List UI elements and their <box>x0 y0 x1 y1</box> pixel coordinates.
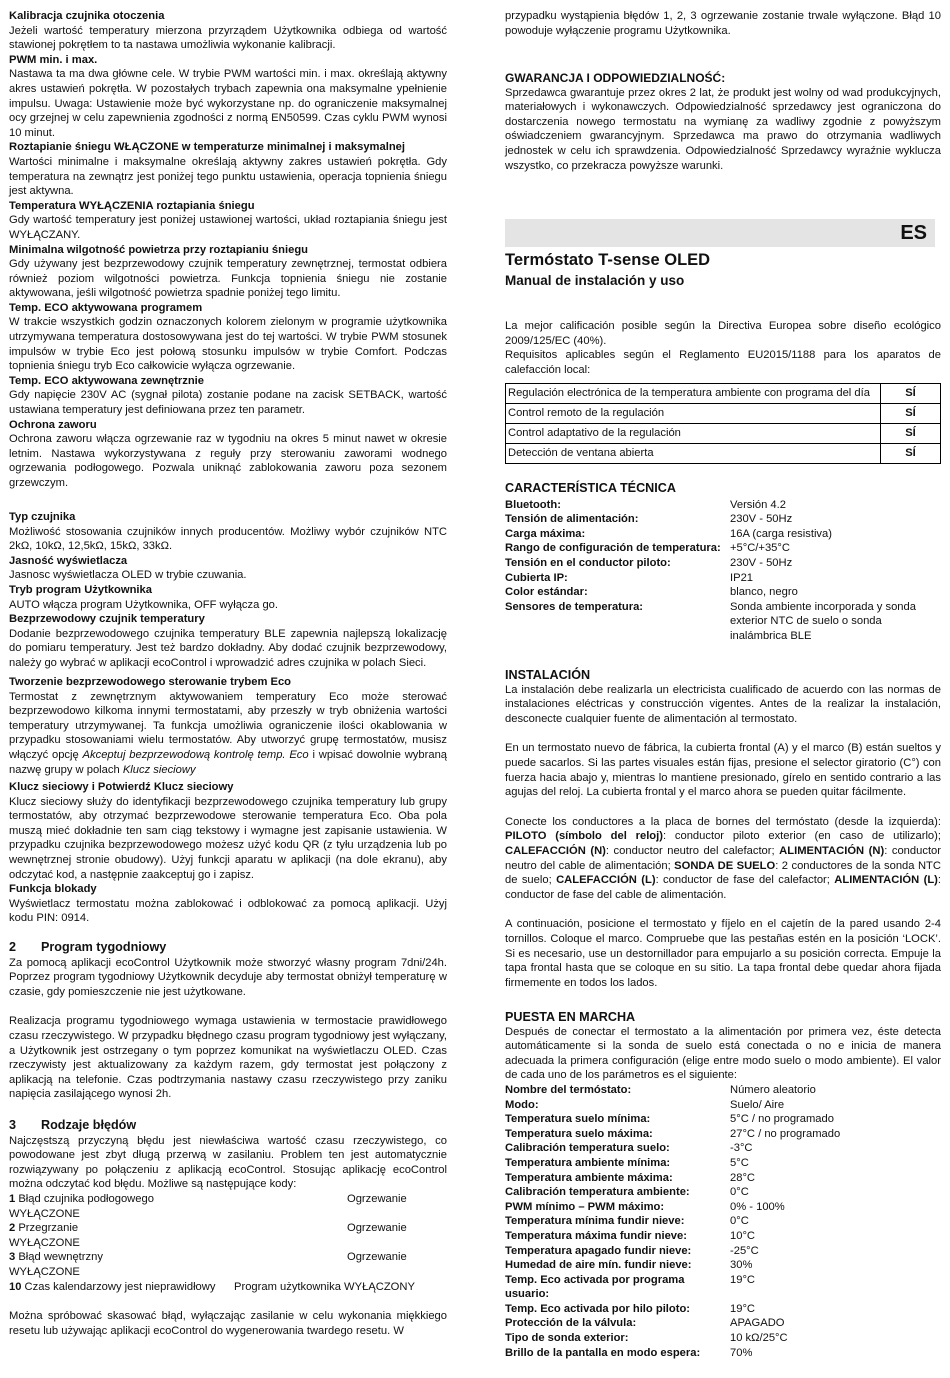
parameter-row: Protección de la válvula: APAGADO <box>505 1317 785 1330</box>
error-row: 1 Błąd czujnika podłogowego Ogrzewanie <box>9 1192 407 1205</box>
section-errors <box>9 1118 447 1338</box>
requirement-value: SÍ <box>881 404 941 424</box>
tech-row: Sensores de temperatura: Sonda ambiente incorporada y sonda exterior NTC de suelo o sonda inalámbrica BLE <box>505 600 916 642</box>
weekly-paragraph-2: Realizacja programu tygodniowego wymaga ustawienia w termostacie prawidłowego czasu rzeczywistego. W przypadku błędnego czasu program tygodniowy jest wyłączany, a Użytkownik jest ostrzegany o tym poprzez komunikat na wyświetlaczu OLED. Czas rzeczywisty jest aktualizowany za każdym razem, gdy termostat jest połączony z aplikacją na telefonie. Czas podtrzymania nastawy czasu rzeczywistego przy zaniku napięcia zasilającego wynosi 2h. <box>9 1015 447 1101</box>
setting-text: Wartości minimalne i maksymalne określają aktywny zakres ustawień pokrętła. Gdy temperatura na zewnątrz jest poniżej tego punktu ustawienia, operacja topnienia śniegu jest aktywna. <box>9 155 447 198</box>
setting-heading: Temp. ECO aktywowana programem <box>9 301 203 314</box>
manual-title: Termóstato T-sense OLED <box>505 251 711 269</box>
tech-row: Rango de configuración de temperatura: +5°C/+35°C <box>505 542 790 555</box>
setting-heading: Typ czujnika <box>9 511 76 523</box>
error-row: 3 Błąd wewnętrzny Ogrzewanie <box>9 1251 407 1264</box>
tech-row: Cubierta IP: IP21 <box>505 571 754 584</box>
setting-heading: Tryb program Użytkownika <box>9 583 152 596</box>
warranty-text: Sprzedawca gwarantuje przez okres 2 lat, że produkt jest wolny od wad produkcyjnych, materiałowych i wykonawczych. Odpowiedzialność sprzedawcy jest ograniczona do dostarczenia nowego termostatu na wymianę za wadliwy zgodnie z powyższym oświadczeniem gwarancyjnym. Sprzedawca ma prawo do otrzymania wadliwych jednostek w celu ich sprawdzenia. Odpowiedzialność Sprzedawcy wyraźnie wyklucza wszystko, co przekracza powyższe warunki. <box>505 86 941 172</box>
setting-heading: Roztapianie śniegu WŁĄCZONE w temperaturze minimalnej i maksymalnej <box>9 141 406 154</box>
error-list <box>9 1192 447 1280</box>
setting-text: Jasnosc wyświetlacza OLED w trybie czuwania. <box>9 569 247 582</box>
parameter-row: Brillo de la pantalla en modo espera: 70% <box>505 1346 753 1359</box>
installation-heading: INSTALACIÓN <box>505 668 591 682</box>
language-bar <box>505 219 935 247</box>
requirement-value: SÍ <box>881 444 941 464</box>
warranty-section <box>505 71 941 173</box>
parameter-row: Temperatura máxima fundir nieve: 10°C <box>505 1229 755 1242</box>
tech-section <box>505 481 941 644</box>
tech-row: Carga máxima: 16A (carga resistiva) <box>505 527 832 540</box>
requirement-row <box>506 404 941 424</box>
startup-paragraph: Después de conectar el termostato a la alimentación por primera vez, éste detecta automáticamente si la sonda de suelo está conectada o no e inicia de manera adecuada la primera configuración (elige entre modo suelo o modo ambiente). El valor de cada uno de los parámetros es el siguiente: <box>505 1025 941 1082</box>
startup-section <box>505 1010 941 1360</box>
warranty-heading: GWARANCJA I ODPOWIEDZIALNOŚĆ: <box>505 71 726 85</box>
settings-block-3 <box>9 780 447 926</box>
requirement-value: SÍ <box>881 384 941 404</box>
parameter-row: Tipo de sonda exterior: 10 kΩ/25°C <box>505 1332 788 1345</box>
installation-paragraph-1: La instalación debe realizarla un electricista cualificado de acuerdo con las normas de instalaciones eléctricas y construcción vigentes. Antes de la realizar la instalación, desconecte cualquier fuente de alimentación al termostato. <box>505 683 941 725</box>
setting-heading: Ochrona zaworu <box>9 418 97 431</box>
parameter-row: PWM mínimo – PWM máximo: 0% - 100% <box>505 1200 785 1213</box>
error-row: 2 Przegrzanie Ogrzewanie <box>9 1222 407 1235</box>
setting-text: W trakcie wszystkich godzin oznaczonych kolorem zielonym w programie użytkownika utrzymywana temperatura dostosowywana jest do tej wartości. W trybie PWM stosunek impulsów w trybie Eco jest połową stosunku impulsów w trybie Comfort. Podczas topnienia śniegu tryb Eco całkowicie wyłącza ogrzewanie. <box>9 316 447 373</box>
tech-heading: CARACTERÍSTICA TÉCNICA <box>505 481 676 495</box>
error-row-10: 10 Czas kalendarzowy jest nieprawidłowy Program użytkownika WYŁĄCZONY <box>9 1280 415 1293</box>
setting-heading: Bezprzewodowy czujnik temperatury <box>9 613 205 626</box>
setting-heading: PWM min. i max. <box>9 53 98 66</box>
setting-text: Gdy napięcie 230V AC (sygnał pilota) zostanie podane na zacisk SETBACK, wartość ustawiana temperatury jest definiowana przez ten parametr. <box>9 389 447 417</box>
requirement-label: Control adaptativo de la regulación <box>506 424 881 444</box>
installation-section <box>505 668 941 990</box>
eco-wireless-section <box>9 675 447 777</box>
parameter-row: Temperatura ambiente mínima: 5°C <box>505 1156 749 1169</box>
requirement-row <box>506 444 941 464</box>
setting-text: Ochrona zaworu włącza ogrzewanie raz w tygodniu na okres 5 minut nawet w okresie letnim. Nastawa wykorzystywana z reguły przy sterowaniu zaworami wodnego ogrzewania podłogowego. Pozwala uniknąć zablokowania zaworu poza sezonem grzewczym. <box>9 433 447 489</box>
setting-heading: Jasność wyświetlacza <box>9 554 128 567</box>
setting-text: Możliwość stosowania czujników innych producentów. Możliwy wybór czujników NTC 2kΩ, 10kΩ, 12,5kΩ, 15kΩ, 33kΩ. <box>9 525 447 553</box>
reset-paragraph: Można spróbować skasować błąd, wyłączając zasilanie w celu wykonania miękkiego resetu lub używając aplikacji ecoControl do wygenerowania twardego resetu. W <box>9 1310 447 1337</box>
setting-text: Jeżeli wartość temperatury mierzona przyrządem Użytkownika odbiega od wartość stawionej pokrętłem to ta nastawa umożliwia wykonanie kalibracji. <box>9 24 447 52</box>
setting-text: Gdy używany jest bezprzewodowy czujnik temperatury zewnętrznej, termostat odbiera również poziom wilgotności powietrza. Funkcja topnienia śniegu nie zostanie aktywowana, jeśli wilgotność powietrza spadnie poniżej tego limitu. <box>9 258 447 300</box>
requirement-row <box>506 384 941 404</box>
setting-heading: Minimalna wilgotność powietrza przy roztapianiu śniegu <box>9 243 308 256</box>
settings-block-2 <box>9 510 447 671</box>
setting-text: Dodanie bezprzewodowego czujnika temperatury BLE zapewnia najlepszą lokalizację do pomiaru temperatury. Jest też bardzo dokładny. Aby dodać czujnik bezprzewodowy, należy go wybrać w aplikacji ecoControl i wprowadzić adres czujnika w polach Sieci. <box>9 627 447 669</box>
eco-text: Termostat z zewnętrznym aktywowaniem temperatury Eco może sterować bezprzewodowo kilkoma innymi termostatami, aby przeszły w tryb obniżenia wartości temperatury utrzymywanej. Ta funkcja umożliwia ograniczenie ilości okablowania w przypadku stosowaniami wielu termostatów. Aby utworzyć grupę termostatów, musisz włączyć opcję Akceptuj bezprzewodową kontrolę temp. Eco i wpisać dowolnie wybraną nazwę grupy w polach Klucz sieciowy <box>9 690 448 776</box>
parameter-row: Temperatura suelo mínima: 5°C / no programado <box>505 1113 834 1126</box>
errors-continuation: przypadku wystąpienia błędów 1, 2, 3 ogrzewanie zostanie trwale wyłączone. Błąd 10 powoduje wyłączenie programu Użytkownika. <box>505 10 941 37</box>
parameter-row: Temperatura ambiente máxima: 28°C <box>505 1171 755 1184</box>
setting-text: Klucz sieciowy służy do identyfikacji bezprzewodowego czujnika temperatury lub grupy termostatów, aby otrzymać bezprzewodowe sterowanie temperatura Eco. Oba pola muszą mieć dokładnie ten sam ciąg tekstowy i wymagne jest zapisanie ustawienia. W przypadku czujnika bezprzewodowego możesz użyć kodu QR (z tyłu urządzenia lub po wewnętrznej stronie obudowy). Użyj funkcji aparatu w aplikacji (na dole ekranu), aby odczytać kod, a następnie zaakceptuj go i zapisz. <box>9 795 447 881</box>
parameter-row: Temperatura apagado fundir nieve: -25°C <box>505 1244 759 1257</box>
language-tag: ES <box>900 222 927 244</box>
parameter-row: Temperatura suelo máxima: 27°C / no programado <box>505 1127 841 1140</box>
parameter-list <box>505 1083 941 1360</box>
setting-heading: Kalibracja czujnika otoczenia <box>9 10 165 22</box>
error-result: WYŁĄCZONE <box>9 1207 80 1220</box>
parameter-row: Calibración temperatura ambiente: 0°C <box>505 1186 749 1199</box>
ecodesign-block <box>505 319 941 377</box>
settings-block-1 <box>9 9 447 491</box>
section-heading: 3 Rodzaje błędów <box>9 1118 137 1132</box>
errors-paragraph: Najczęstszą przyczyną błędu jest niewłaściwa wartość czasu rzeczywistego, co powodowane jest zbyt długą przerwą w zasilaniu. Problem ten jest automatycznie rozwiązywany po połączeniu z aplikacją ecoControl. Stosując aplikację ecoControl można odczytać kod błędu. Możliwe są następujące kody: <box>9 1134 447 1191</box>
requirement-label: Detección de ventana abierta <box>506 444 881 464</box>
tech-row: Tensión en el conductor piloto: 230V - 50Hz <box>505 556 793 569</box>
tech-row: Color estándar: blanco, negro <box>505 586 798 599</box>
requirements-text: Requisitos aplicables según el Reglamento EU2015/1188 para los aparatos de calefacción local: <box>505 349 941 376</box>
requirement-row <box>506 424 941 444</box>
parameter-row: Modo: Suelo/ Aire <box>505 1098 785 1111</box>
setting-heading: Temp. ECO aktywowana zewnętrznie <box>9 374 204 387</box>
setting-text: AUTO włącza program Użytkownika, OFF wyłącza go. <box>9 598 278 611</box>
requirement-label: Regulación electrónica de la temperatura ambiente con programa del día <box>506 384 881 404</box>
setting-heading: Temperatura WYŁĄCZENIA roztapiania śniegu <box>9 199 255 212</box>
section-heading: 2 Program tygodniowy <box>9 940 167 954</box>
manual-subtitle: Manual de instalación y uso <box>505 273 685 288</box>
requirement-label: Control remoto de la regulación <box>506 404 881 424</box>
parameter-row: Temperatura mínima fundir nieve: 0°C <box>505 1215 749 1228</box>
error-result: WYŁĄCZONE <box>9 1236 80 1249</box>
parameter-row: Temp. Eco activada por hilo piloto: 19°C <box>505 1302 755 1315</box>
eco-heading: Tworzenie bezprzewodowego sterowanie trybem Eco <box>9 676 292 688</box>
manual-title-block <box>505 250 941 289</box>
startup-heading: PUESTA EN MARCHA <box>505 1010 636 1024</box>
requirement-value: SÍ <box>881 424 941 444</box>
parameter-row: Humedad de aire mín. fundir nieve: 30% <box>505 1259 753 1272</box>
setting-text: Gdy wartość temperatury jest poniżej ustawionej wartości, układ roztapiania śniegu jest WYŁĄCZANY. <box>9 214 447 241</box>
installation-paragraph-4: A continuación, posicione el termostato y fíjelo en el cajetín de la pared usando 2-4 tornillos. Coloque el marco. Compruebe que las pestañas estén en la posición ‘LOCK’. Si es necesario, use un destornillador para empujarlo a su posición correcta. Empuje la tapa frontal hasta que se coloque en su sitio. La tapa frontal debe quedar ahora fijada firmemente en todos los lados. <box>505 918 941 989</box>
setting-text: Nastawa ta ma dwa główne cele. W trybie PWM wartości min. i max. określają aktywny akres ustawień pokrętła. W pozostałych trybach zapewnia ona maksymalne ypełnienie impulsu. Uwaga: Ustawienie może być wykorzystane np. do ograniczenie maksymalnej ocy grzejnej w celu zapewnienia zgodności z normą EN50599. Czas cyklu PWM wynosi 10 minut. <box>9 68 447 139</box>
section-weekly-program <box>9 940 447 1102</box>
setting-heading: Klucz sieciowy i Potwierdź Klucz sieciowy <box>9 781 234 793</box>
parameter-row: Nombre del termóstato: Número aleatorio <box>505 1083 816 1096</box>
tech-list <box>505 498 941 644</box>
tech-row: Bluetooth: Versión 4.2 <box>505 498 786 511</box>
weekly-paragraph-1: Za pomocą aplikacji ecoControl Użytkownik może stworzyć własny program 7dni/24h. Poprzez program tygodniowy Użytkownik decyduje aby termostat obniżył temperaturę w czasie, gdy pomieszczenie nie jest użytkowane. <box>9 956 447 998</box>
requirements-table-wrap <box>505 383 941 464</box>
requirements-table <box>505 383 941 464</box>
tech-row: Tensión de alimentación: 230V - 50Hz <box>505 513 793 526</box>
installation-paragraph-3: Conecte los conductores a la placa de bornes del termóstato (desde la izquierda): PILOTO (símbolo del reloj): conductor piloto exterior (en caso de utilizarlo); CALEFACCIÓN (N): conductor neutro del calefactor; ALIMENTACIÓN (N): conductor neutro del cable de alimentación; SONDA DE SUELO: 2 conductores de la sonda NTC de suelo; CALEFACCIÓN (L): conductor de fase del calefactor; ALIMENTACIÓN (L): conductor de fase del cable de alimentación. <box>505 815 941 901</box>
setting-text: Wyświetlacz termostatu można zablokować i odblokować za pomocą aplikacji. Użyj kodu PIN: 0914. <box>9 897 447 925</box>
error-result: WYŁĄCZONE <box>9 1265 80 1278</box>
parameter-row: Calibración temperatura suelo: -3°C <box>505 1142 753 1155</box>
ecodesign-text: La mejor calificación posible según la Directiva Europea sobre diseño ecológico 2009/125/EC (40%). <box>505 320 941 347</box>
setting-heading: Funkcja blokady <box>9 883 97 896</box>
installation-paragraph-2: En un termostato nuevo de fábrica, la cubierta frontal (A) y el marco (B) están sueltos y puede sacarlos. Si las partes visuales están fijas, presione el selector giratorio (C°) con fuerza hacia abajo y, mientras lo mantiene presionado, gírelo en sentido contrario a las agujas del reloj. La cubierta frontal y el marco ahora se pueden quitar fácilmente. <box>505 742 941 799</box>
parameter-row: Temp. Eco activada por programa usuario: 19°C <box>505 1273 755 1301</box>
